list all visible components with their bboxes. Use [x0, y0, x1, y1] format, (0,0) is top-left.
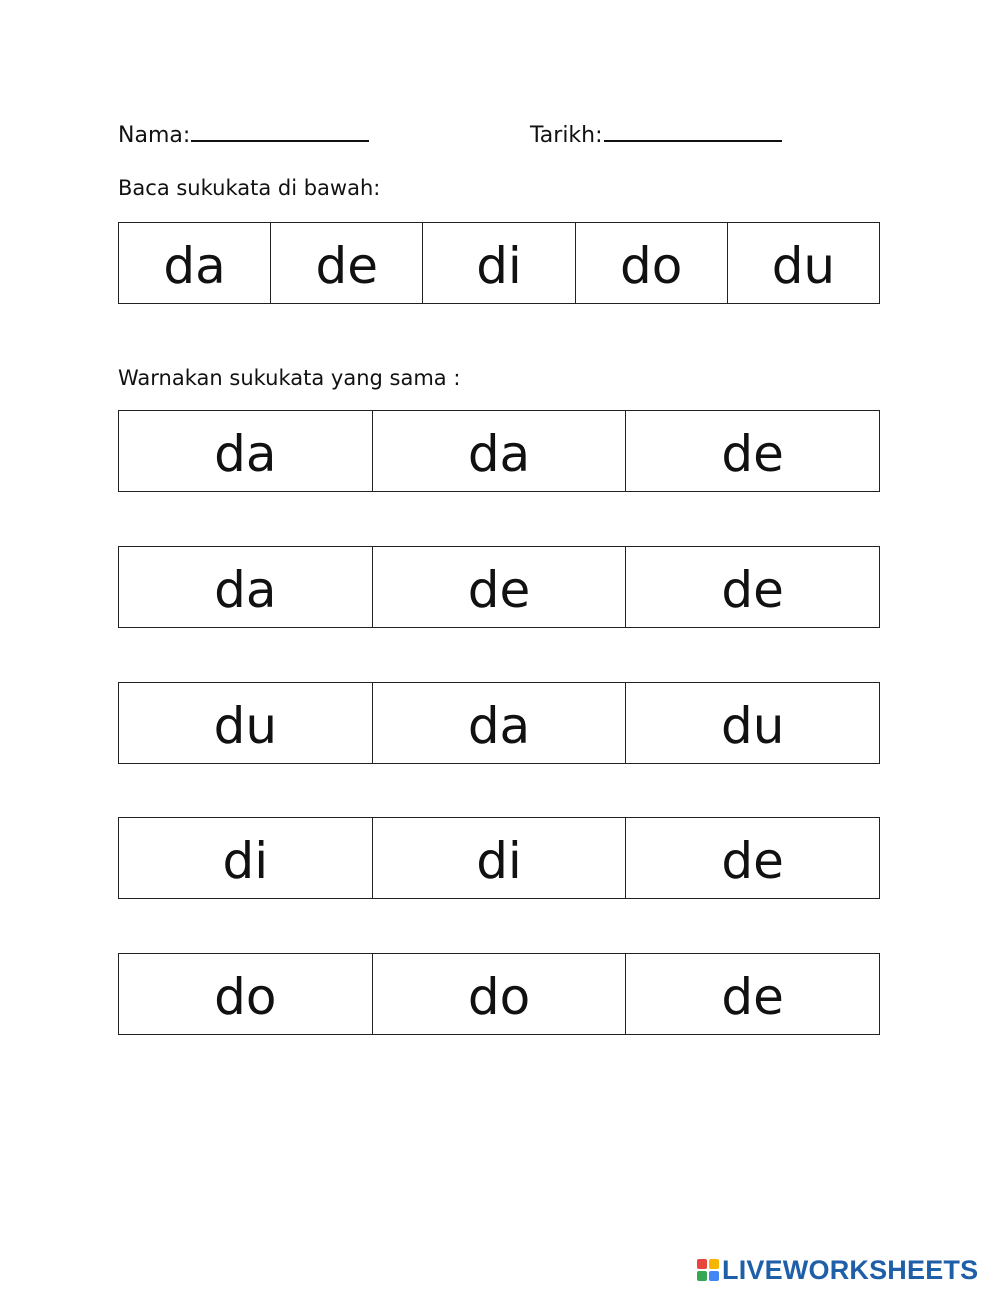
- color-syllable-cell[interactable]: di: [222, 832, 269, 890]
- logo-block: [709, 1259, 719, 1269]
- read-syllable-cell: da: [163, 237, 226, 295]
- color-syllable-cell[interactable]: da: [372, 411, 626, 491]
- read-syllable-table: [118, 222, 880, 304]
- read-syllable-cell: du: [727, 223, 879, 303]
- color-row-2: [118, 546, 880, 628]
- color-syllable-cell[interactable]: de: [625, 954, 879, 1034]
- color-syllable-cell[interactable]: de: [372, 547, 626, 627]
- color-syllable-cell[interactable]: di: [372, 818, 626, 898]
- logo-blocks-icon: [697, 1259, 719, 1281]
- read-syllable-cell: do: [575, 223, 727, 303]
- color-syllable-cell[interactable]: da: [214, 561, 277, 619]
- color-syllable-cell[interactable]: do: [214, 968, 277, 1026]
- name-field: [118, 118, 369, 152]
- color-syllable-cell[interactable]: du: [625, 683, 879, 763]
- liveworksheets-logo: [697, 1256, 978, 1284]
- date-blank-line[interactable]: [604, 118, 782, 142]
- date-label: Tarikh:: [530, 123, 603, 148]
- color-syllable-cell[interactable]: do: [372, 954, 626, 1034]
- color-syllable-cell[interactable]: da: [214, 425, 277, 483]
- color-syllable-cell[interactable]: du: [213, 697, 278, 755]
- color-row-5: [118, 953, 880, 1035]
- color-row-3: [118, 682, 880, 764]
- read-instruction: Baca sukukata di bawah:: [118, 176, 381, 200]
- date-field: [530, 118, 782, 152]
- read-syllable-cell: di: [422, 223, 574, 303]
- color-syllable-cell[interactable]: de: [625, 547, 879, 627]
- color-syllable-cell[interactable]: da: [372, 683, 626, 763]
- color-row-4: [118, 817, 880, 899]
- name-blank-line[interactable]: [191, 118, 369, 142]
- color-syllable-cell[interactable]: de: [625, 818, 879, 898]
- logo-block: [697, 1259, 707, 1269]
- color-row-1: [118, 410, 880, 492]
- read-syllable-cell: de: [270, 223, 422, 303]
- color-syllable-cell[interactable]: de: [625, 411, 879, 491]
- name-label: Nama:: [118, 123, 191, 148]
- logo-block: [697, 1271, 707, 1281]
- logo-wordmark: LIVEWORKSHEETS: [722, 1255, 979, 1285]
- logo-block: [709, 1271, 719, 1281]
- color-instruction: Warnakan sukukata yang sama :: [118, 366, 461, 390]
